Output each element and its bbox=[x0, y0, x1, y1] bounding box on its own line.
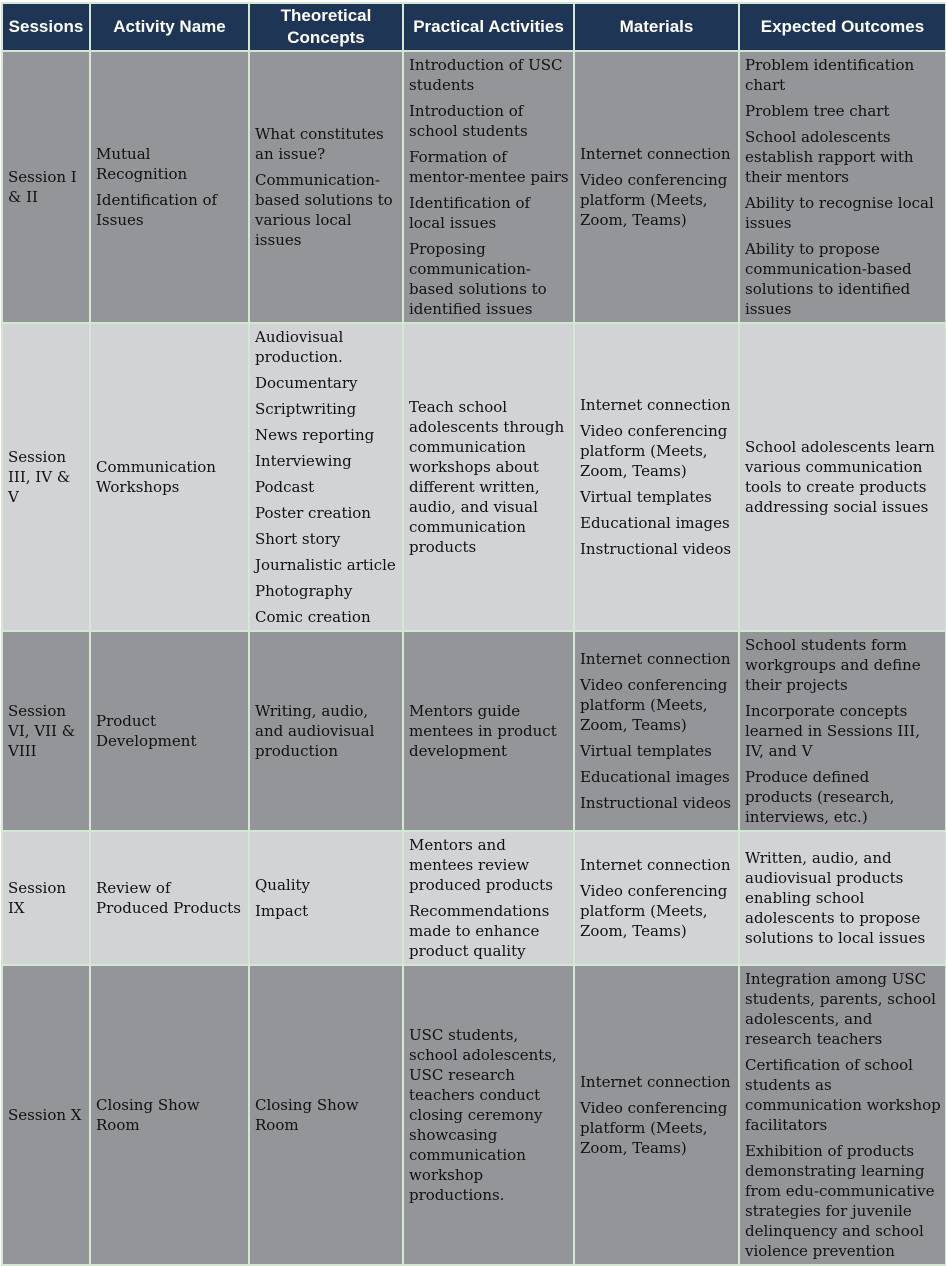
cell-item: Communication Workshops bbox=[96, 458, 216, 496]
session-cell: Session IX bbox=[2, 831, 90, 965]
activity-cell bbox=[90, 323, 249, 631]
cell-item: Product Development bbox=[96, 712, 197, 750]
outcomes-cell bbox=[739, 965, 946, 1265]
cell-item: Formation of mentor-mentee pairs bbox=[409, 148, 569, 186]
cell-item: Virtual templates bbox=[580, 488, 712, 506]
cell-item: Ability to propose communication-based solutions to identified issues bbox=[745, 240, 912, 318]
cell-item: Review of Produced Products bbox=[96, 879, 241, 917]
practice-cell bbox=[403, 323, 574, 631]
cell-item: Closing Show Room bbox=[255, 1096, 359, 1134]
session-cell: Session X bbox=[2, 965, 90, 1265]
sessions-table bbox=[1, 2, 946, 1266]
outcomes-cell bbox=[739, 831, 946, 965]
table-body bbox=[2, 51, 946, 1265]
cell-item: Internet connection bbox=[580, 650, 731, 668]
theory-cell bbox=[249, 323, 403, 631]
header-sessions: Sessions bbox=[2, 3, 90, 51]
cell-item: School students form workgroups and define their projects bbox=[745, 636, 921, 694]
materials-cell bbox=[574, 965, 739, 1265]
header-expected-outcomes: Expected Outcomes bbox=[739, 3, 946, 51]
cell-item: Quality bbox=[255, 876, 310, 894]
cell-item: School adolescents learn various communication tools to create products addressing social issues bbox=[745, 438, 935, 516]
table-row bbox=[2, 831, 946, 965]
cell-item: Short story bbox=[255, 530, 341, 548]
outcomes-cell bbox=[739, 323, 946, 631]
cell-item: Exhibition of products demonstrating learning from edu-communicative strategies for juvenile delinquency and school violence prevention bbox=[745, 1142, 935, 1260]
header-practical-activities: Practical Activities bbox=[403, 3, 574, 51]
practice-cell bbox=[403, 965, 574, 1265]
session-cell: Session I & II bbox=[2, 51, 90, 323]
cell-item: Problem identification chart bbox=[745, 56, 915, 94]
theory-cell bbox=[249, 965, 403, 1265]
cell-item: Ability to recognise local issues bbox=[745, 194, 934, 232]
cell-item: Internet connection bbox=[580, 145, 731, 163]
cell-item: Written, audio, and audiovisual products enabling school adolescents to propose solutions to local issues bbox=[745, 849, 926, 947]
cell-item: Recommendations made to enhance product quality bbox=[409, 902, 550, 960]
cell-item: Video conferencing platform (Meets, Zoom, Teams) bbox=[580, 171, 728, 229]
cell-item: Instructional videos bbox=[580, 794, 732, 812]
activity-cell bbox=[90, 51, 249, 323]
theory-cell bbox=[249, 831, 403, 965]
outcomes-cell bbox=[739, 51, 946, 323]
materials-cell bbox=[574, 631, 739, 831]
header-materials: Materials bbox=[574, 3, 739, 51]
theory-cell bbox=[249, 51, 403, 323]
cell-item: Video conferencing platform (Meets, Zoom, Teams) bbox=[580, 1099, 728, 1157]
header-row bbox=[2, 3, 946, 51]
header-activity-name: Activity Name bbox=[90, 3, 249, 51]
cell-item: News reporting bbox=[255, 426, 375, 444]
table-row bbox=[2, 51, 946, 323]
cell-item: Closing Show Room bbox=[96, 1096, 200, 1134]
table-row bbox=[2, 323, 946, 631]
practice-cell bbox=[403, 51, 574, 323]
cell-item: Introduction of school students bbox=[409, 102, 528, 140]
cell-item: Proposing communication-based solutions to identified issues bbox=[409, 240, 547, 318]
cell-item: Audiovisual production. bbox=[255, 328, 344, 366]
cell-item: Instructional videos bbox=[580, 540, 732, 558]
cell-item: Comic creation bbox=[255, 608, 371, 626]
cell-item: Teach school adolescents through communication workshops about different written, audio, and visual communication products bbox=[409, 398, 565, 556]
practice-cell bbox=[403, 631, 574, 831]
cell-item: School adolescents establish rapport with their mentors bbox=[745, 128, 914, 186]
cell-item: Impact bbox=[255, 902, 309, 920]
cell-item: Photography bbox=[255, 582, 353, 600]
session-cell: Session III, IV & V bbox=[2, 323, 90, 631]
materials-cell bbox=[574, 831, 739, 965]
activity-cell bbox=[90, 831, 249, 965]
cell-item: Virtual templates bbox=[580, 742, 712, 760]
cell-item: Interviewing bbox=[255, 452, 352, 470]
cell-item: Certification of school students as communication workshop facilitators bbox=[745, 1056, 941, 1134]
theory-cell bbox=[249, 631, 403, 831]
cell-item: Video conferencing platform (Meets, Zoom, Teams) bbox=[580, 422, 728, 480]
cell-item: Educational images bbox=[580, 514, 730, 532]
cell-item: USC students, school adolescents, USC research teachers conduct closing ceremony showcasing communication workshop productions. bbox=[409, 1026, 557, 1204]
cell-item: Internet connection bbox=[580, 1073, 731, 1091]
cell-item: What constitutes an issue? bbox=[255, 125, 384, 163]
cell-item: Podcast bbox=[255, 478, 315, 496]
materials-cell bbox=[574, 51, 739, 323]
activity-cell bbox=[90, 965, 249, 1265]
cell-item: Identification of Issues bbox=[96, 191, 218, 229]
activity-cell bbox=[90, 631, 249, 831]
session-cell: Session VI, VII & VIII bbox=[2, 631, 90, 831]
table-row bbox=[2, 965, 946, 1265]
cell-item: Video conferencing platform (Meets, Zoom, Teams) bbox=[580, 676, 728, 734]
cell-item: Poster creation bbox=[255, 504, 371, 522]
cell-item: Mutual Recognition bbox=[96, 145, 188, 183]
cell-item: Identification of local issues bbox=[409, 194, 531, 232]
cell-item: Journalistic article bbox=[255, 556, 396, 574]
cell-item: Mentors and mentees review produced products bbox=[409, 836, 553, 894]
cell-item: Integration among USC students, parents, school adolescents, and research teachers bbox=[745, 970, 936, 1048]
practice-cell bbox=[403, 831, 574, 965]
cell-item: Documentary bbox=[255, 374, 358, 392]
cell-item: Introduction of USC students bbox=[409, 56, 563, 94]
outcomes-cell bbox=[739, 631, 946, 831]
cell-item: Video conferencing platform (Meets, Zoom, Teams) bbox=[580, 882, 728, 940]
cell-item: Incorporate concepts learned in Sessions III, IV, and V bbox=[745, 702, 920, 760]
cell-item: Mentors guide mentees in product development bbox=[409, 702, 557, 760]
cell-item: Produce defined products (research, interviews, etc.) bbox=[745, 768, 895, 826]
header-theoretical-concepts: Theoretical Concepts bbox=[249, 3, 403, 51]
cell-item: Educational images bbox=[580, 768, 730, 786]
cell-item: Internet connection bbox=[580, 856, 731, 874]
cell-item: Internet connection bbox=[580, 396, 731, 414]
table-row bbox=[2, 631, 946, 831]
cell-item: Scriptwriting bbox=[255, 400, 357, 418]
cell-item: Communication-based solutions to various local issues bbox=[255, 171, 393, 249]
cell-item: Writing, audio, and audiovisual production bbox=[255, 702, 375, 760]
cell-item: Problem tree chart bbox=[745, 102, 890, 120]
materials-cell bbox=[574, 323, 739, 631]
